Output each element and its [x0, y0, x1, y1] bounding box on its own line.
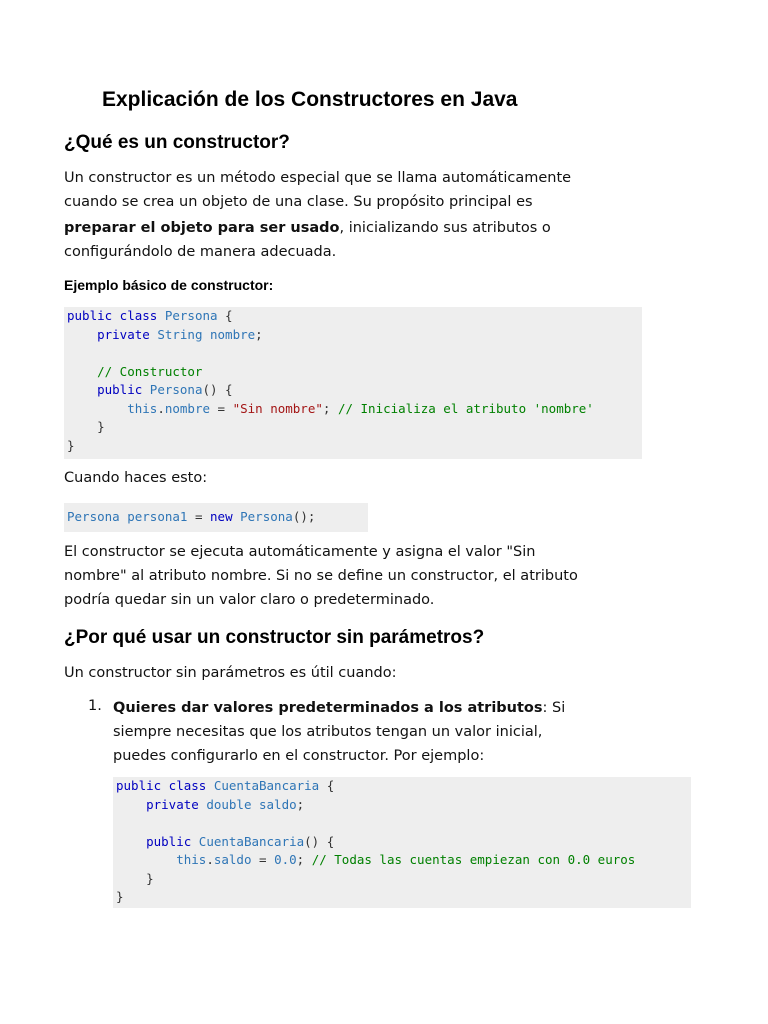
code-token: = [187, 509, 211, 524]
bold-phrase: preparar el objeto para ser usado [64, 220, 340, 236]
code-token: public class [116, 778, 214, 793]
code-token: public class [67, 308, 165, 323]
code-line [116, 852, 635, 867]
code-token: String [157, 326, 203, 342]
code-token: private [116, 796, 207, 812]
paragraph-line: nombre" al atributo nombre. Si no se define un constructor, el atributo [64, 568, 578, 584]
code-token: Persona [164, 308, 218, 323]
example-heading: Ejemplo básico de constructor: [64, 277, 274, 293]
code-token: Persona [149, 382, 203, 397]
code-token: . [206, 852, 214, 867]
code-line [116, 797, 304, 812]
code-token: nombre [164, 400, 210, 416]
code-token: double [206, 796, 252, 812]
paragraph-line [64, 216, 624, 240]
code-token: () { [304, 833, 335, 849]
code-token: } [67, 419, 105, 434]
section-heading-why-no-params: ¿Por qué usar un constructor sin parámetros? [64, 627, 485, 648]
code-token: nombre [210, 326, 256, 342]
paragraph-line [113, 696, 633, 720]
paragraph-text: , inicializando sus atributos o [339, 220, 551, 236]
code-token: Persona [67, 509, 120, 524]
code-line [116, 889, 124, 904]
code-token: CuentaBancaria [198, 833, 305, 849]
code-token: this [116, 852, 207, 867]
code-token: this [67, 400, 158, 416]
when-text [64, 466, 624, 490]
code-token: ; [255, 326, 263, 342]
code-token [251, 797, 259, 812]
code-line [116, 834, 334, 849]
code-token: } [116, 889, 124, 904]
paragraph-line: podría quedar sin un valor claro o predeterminado. [64, 592, 435, 608]
code-token: ; [322, 400, 338, 416]
paragraph-line: cuando se crea un objeto de una clase. Su propósito principal es [64, 194, 533, 210]
section2-intro [64, 661, 624, 685]
code-token [202, 327, 210, 342]
code-line [67, 308, 233, 323]
code-token: "Sin nombre" [232, 400, 323, 416]
code-token: public [116, 833, 199, 849]
code-line [67, 438, 75, 453]
paragraph-line: siempre necesitas que los atributos tengan un valor inicial, [113, 724, 543, 740]
paragraph-line: puedes configurarlo en el constructor. Por ejemplo: [113, 748, 485, 764]
intro-paragraph-continued [64, 216, 624, 264]
code-line [67, 419, 105, 434]
code-line [67, 401, 594, 416]
code-token: = [251, 852, 275, 867]
code-token: // Inicializa el atributo 'nombre' [337, 400, 594, 416]
list-item-1 [113, 696, 633, 768]
list-number-marker: 1. [88, 698, 102, 714]
code-token: saldo [259, 796, 297, 812]
paragraph-text: : Si [542, 700, 566, 716]
code-line [67, 364, 202, 379]
code-token: Persona [240, 509, 293, 524]
code-token: () { [202, 382, 233, 397]
paragraph-line: Cuando haces esto: [64, 470, 208, 486]
code-token: ; [296, 796, 305, 812]
code-token: // Todas las cuentas empiezan con 0.0 euros [311, 852, 636, 867]
code-token: 0.0 [274, 852, 297, 867]
intro-paragraph [64, 166, 624, 214]
paragraph-line: El constructor se ejecuta automáticamente y asigna el valor "Sin [64, 544, 536, 560]
code-token: private [67, 326, 158, 342]
code-token: } [67, 437, 75, 453]
code-token: } [116, 870, 154, 886]
document-title: Explicación de los Constructores en Java [102, 88, 518, 111]
explanation-paragraph [64, 540, 624, 612]
code-token: = [210, 400, 233, 416]
code-token: { [217, 308, 233, 323]
code-line [67, 509, 315, 524]
paragraph-line: Un constructor sin parámetros es útil cuando: [64, 665, 397, 681]
paragraph-line: Un constructor es un método especial que se llama automáticamente [64, 170, 572, 186]
paragraph-line: configurándolo de manera adecuada. [64, 244, 337, 260]
bold-phrase: Quieres dar valores predeterminados a los atributos [113, 700, 543, 716]
code-line [116, 778, 334, 793]
code-token: ; [296, 852, 312, 867]
section-heading-what-is-constructor: ¿Qué es un constructor? [64, 132, 290, 153]
code-token: (); [292, 509, 316, 524]
code-token: // Constructor [67, 363, 203, 379]
code-block-cuenta-bancaria [113, 777, 691, 908]
code-line [116, 871, 154, 886]
code-token: { [319, 778, 335, 793]
code-token: public [67, 382, 150, 397]
code-token: . [157, 400, 165, 416]
code-token: new [210, 509, 241, 524]
code-line [67, 327, 263, 342]
code-line [67, 382, 233, 397]
code-token: saldo [213, 852, 252, 867]
code-block-persona [64, 307, 642, 459]
code-token: persona1 [127, 509, 188, 524]
code-token: CuentaBancaria [213, 778, 320, 793]
code-block-instantiation [64, 503, 368, 532]
